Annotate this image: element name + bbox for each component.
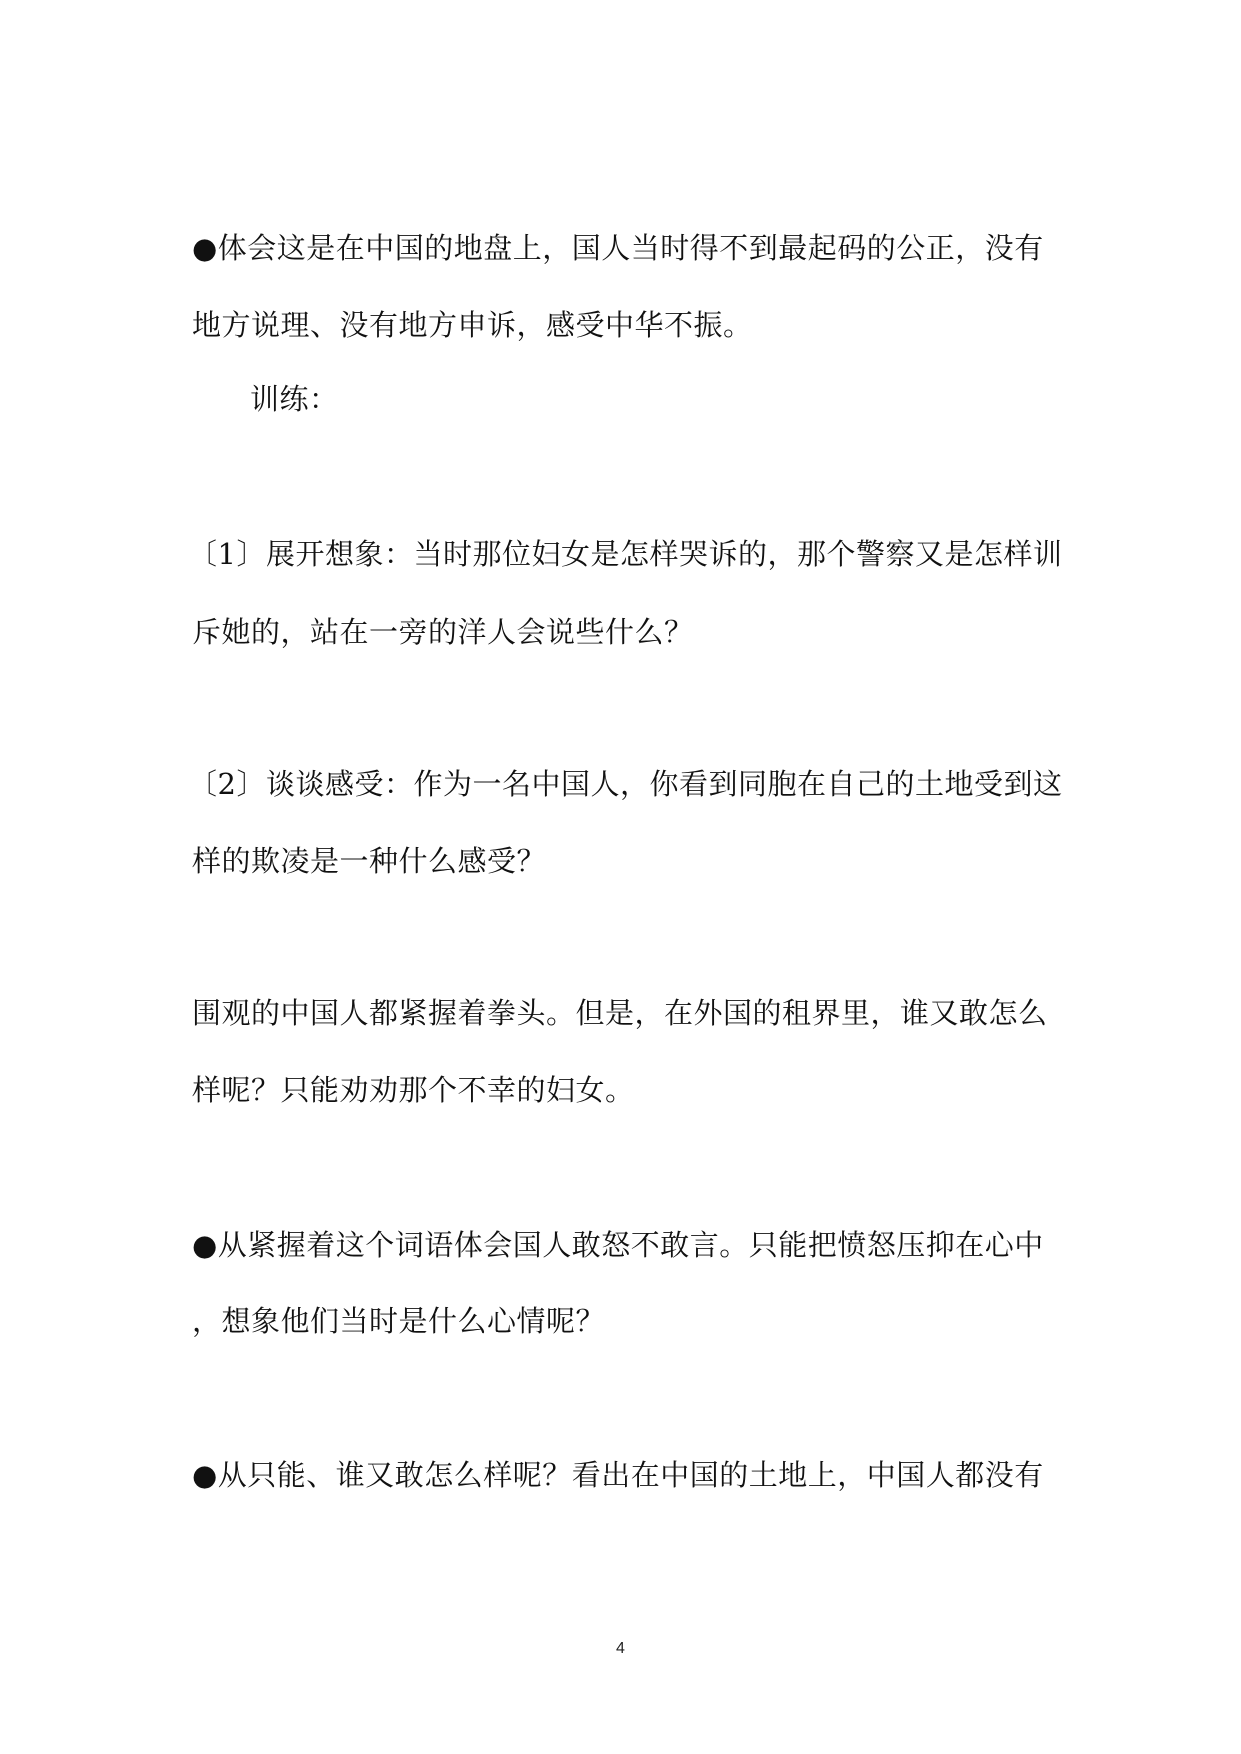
paragraph-line: 围观的中国人都紧握着拳头。但是，在外国的租界里，谁又敢怎么: [192, 996, 1048, 1030]
paragraph-line: 斥她的，站在一旁的洋人会说些什么？: [192, 615, 694, 649]
paragraph-line: 样的欺凌是一种什么感受？: [192, 844, 547, 878]
paragraph-line: ●从只能、谁又敢怎么样呢？看出在中国的土地上，中国人都没有: [192, 1458, 1044, 1492]
section-heading: 训练：: [250, 382, 339, 416]
paragraph-line: ●从紧握着这个词语体会国人敢怒不敢言。只能把愤怒压抑在心中: [192, 1228, 1044, 1262]
page-number: 4: [616, 1640, 625, 1657]
paragraph-line: 地方说理、没有地方申诉，感受中华不振。: [192, 308, 753, 342]
paragraph-line: 〔1〕展开想象：当时那位妇女是怎样哭诉的，那个警察又是怎样训: [188, 537, 1063, 571]
paragraph-line: 样呢？只能劝劝那个不幸的妇女。: [192, 1073, 635, 1107]
paragraph-line: ，想象他们当时是什么心情呢？: [192, 1304, 606, 1338]
paragraph-line: ●体会这是在中国的地盘上，国人当时得不到最起码的公正，没有: [192, 231, 1044, 265]
paragraph-line: 〔2〕谈谈感受：作为一名中国人，你看到同胞在自己的土地受到这: [188, 767, 1063, 801]
